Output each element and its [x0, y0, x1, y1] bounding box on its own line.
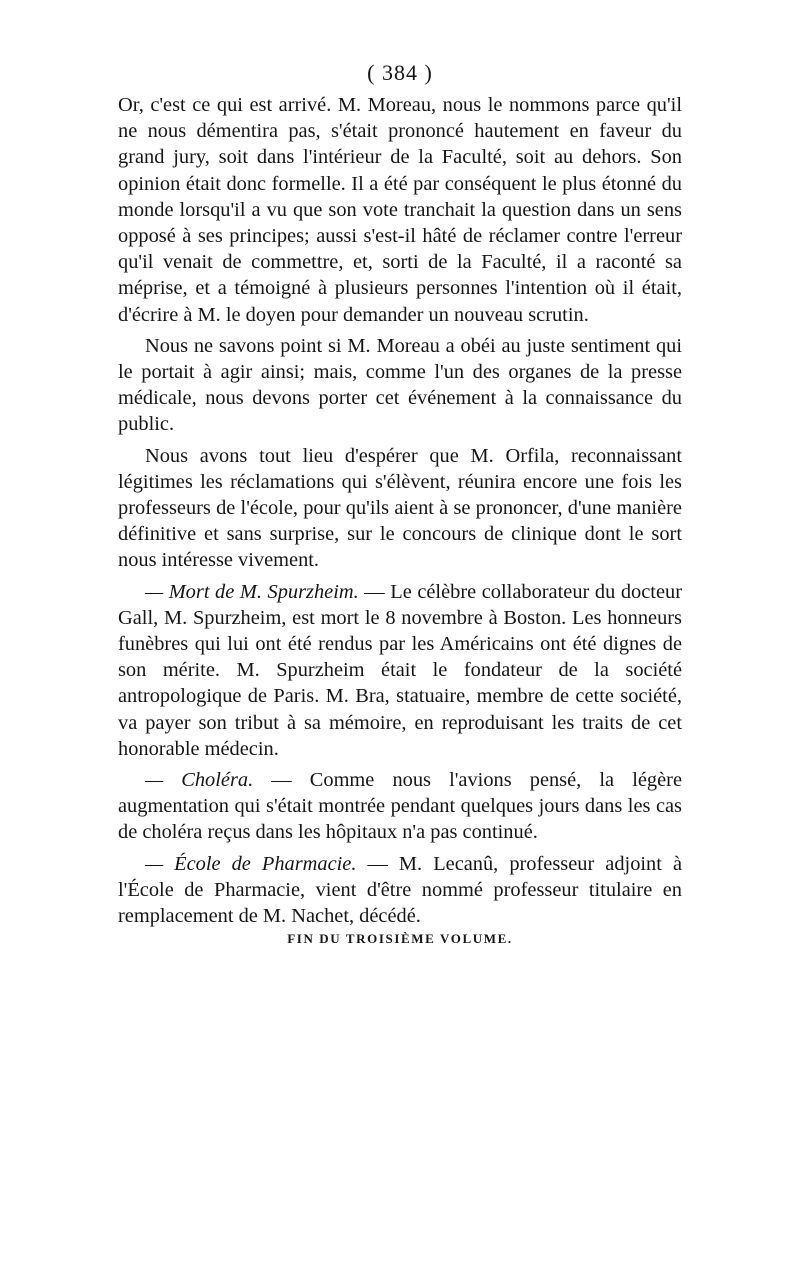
paragraph-text: — Comme nous l'avions pensé, la légère augmentation qui s'était montrée pendant quelques jours dans les cas de choléra reçus dans les hôpitaux n'a pas continué. [118, 769, 682, 844]
paragraph-orfila [118, 443, 682, 574]
closing-line: FIN DU TROISIÈME VOLUME. [287, 931, 513, 946]
paragraph-text: Nous ne savons point si M. Moreau a obéi au juste sentiment qui le portait à agir ainsi; mais, comme l'un des organes de la presse médicale, nous devons porter cet événement à la connaissance du public. [118, 334, 682, 436]
paragraph-text: Or, c'est ce qui est arrivé. M. Moreau, nous le nommons parce qu'il ne nous démentira pas, s'était prononcé hautement en faveur du grand jury, soit dans l'intérieur de la Faculté, soit au dehors. Son opinion était donc formelle. Il a été par conséquent le plus étonné du monde lorsqu'il a vu que son vote tranchait la question dans un sens opposé à ses principes; aussi s'est-il hâté de réclamer contre l'erreur qu'il venait de commettre, et, sorti de la Faculté, il a raconté sa méprise, et a témoigné à plusieurs personnes l'intention où il était, d'écrire à M. le doyen pour demander un nouveau scrutin. [118, 94, 682, 326]
section-lead-spurzheim: — Mort de M. Spurzheim. [145, 580, 359, 603]
paragraph-pharmacie [118, 851, 682, 930]
section-lead-pharmacie: — École de Pharmacie. [145, 852, 357, 875]
paragraph-text: Nous avons tout lieu d'espérer que M. Orfila, reconnaissant légitimes les réclamations qui s'élèvent, réunira encore une fois les professeurs de l'école, pour qu'ils aient à se prononcer, d'une manière définitive et sans surprise, sur le concours de clinique dont le sort nous intéresse vivement. [118, 444, 682, 572]
section-lead-cholera: — Choléra. [145, 769, 254, 792]
paragraph-text: — M. Lecanû, professeur adjoint à l'École de Pharmacie, vient d'être nommé professeur titulaire en remplacement de M. Nachet, décédé. [118, 852, 682, 928]
paragraph-moreau-sentiment [118, 333, 682, 438]
paragraph-moreau-vote [118, 92, 682, 328]
body-text [118, 92, 682, 934]
page-number: ( 384 ) [367, 60, 433, 85]
paragraph-text: — Le célèbre collaborateur du docteur Gall, M. Spurzheim, est mort le 8 novembre à Boston. Les honneurs funèbres qui lui ont été rendus par les Américains ont été dignes de son mérite. M. Spurzheim était le fondateur de la société antropologique de Paris. M. Bra, statuaire, membre de cette société, va payer son tribut à sa mémoire, en reproduisant les traits de cet honorable médecin. [118, 580, 682, 760]
paragraph-spurzheim [118, 579, 682, 762]
paragraph-cholera [118, 767, 682, 846]
